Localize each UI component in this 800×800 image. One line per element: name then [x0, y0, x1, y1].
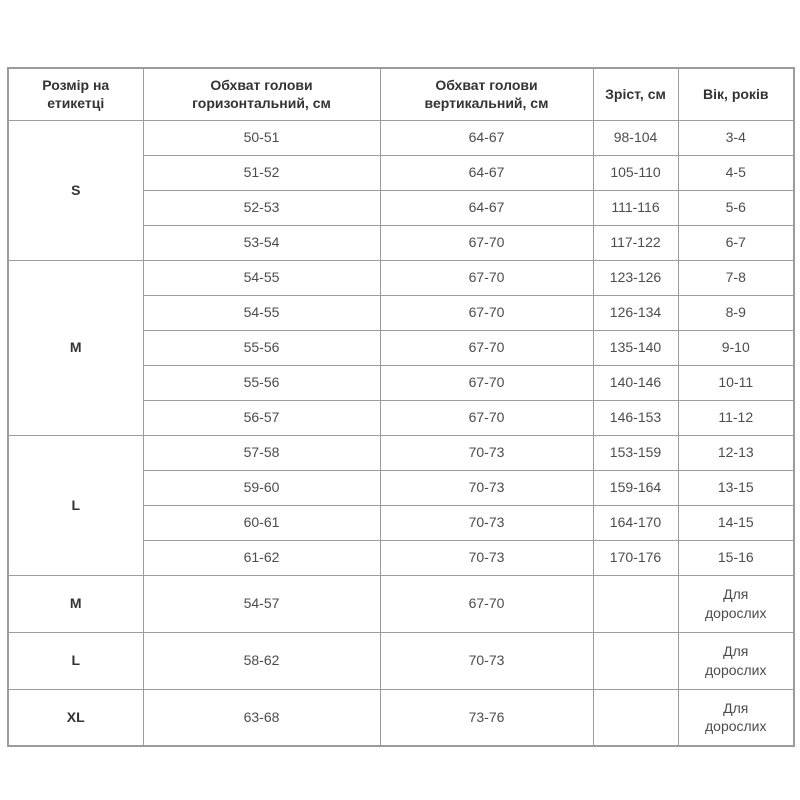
cell-age — [678, 575, 794, 632]
cell-height: 170-176 — [593, 540, 678, 575]
cell-head-horizontal: 63-68 — [143, 689, 380, 746]
cell-head-horizontal: 55-56 — [143, 330, 380, 365]
cell-height — [593, 689, 678, 746]
cell-height: 159-164 — [593, 470, 678, 505]
column-header-height: Зріст, см — [593, 68, 678, 120]
cell-head-horizontal: 50-51 — [143, 120, 380, 155]
cell-head-vertical: 64-67 — [380, 120, 593, 155]
cell-height: 123-126 — [593, 260, 678, 295]
cell-age: 15-16 — [678, 540, 794, 575]
table-row — [8, 435, 794, 470]
table-row-adult — [8, 689, 794, 746]
size-label-L: L — [8, 632, 143, 689]
cell-head-horizontal: 60-61 — [143, 505, 380, 540]
cell-head-horizontal: 54-55 — [143, 295, 380, 330]
cell-head-horizontal: 56-57 — [143, 400, 380, 435]
cell-head-vertical: 73-76 — [380, 689, 593, 746]
size-chart-table — [7, 67, 795, 747]
cell-height: 153-159 — [593, 435, 678, 470]
age-value: Для дорослих — [704, 586, 767, 621]
cell-age: 11-12 — [678, 400, 794, 435]
cell-height: 164-170 — [593, 505, 678, 540]
table-row — [8, 260, 794, 295]
cell-height: 105-110 — [593, 155, 678, 190]
column-header-head-vertical: Обхват голови вертикальний, см — [380, 68, 593, 120]
cell-head-vertical: 70-73 — [380, 540, 593, 575]
cell-height: 126-134 — [593, 295, 678, 330]
cell-height: 146-153 — [593, 400, 678, 435]
cell-height: 140-146 — [593, 365, 678, 400]
cell-age: 9-10 — [678, 330, 794, 365]
cell-head-horizontal: 51-52 — [143, 155, 380, 190]
cell-height: 98-104 — [593, 120, 678, 155]
table-row — [8, 120, 794, 155]
cell-head-vertical: 67-70 — [380, 225, 593, 260]
size-label-XL: XL — [8, 689, 143, 746]
cell-head-vertical: 67-70 — [380, 365, 593, 400]
cell-head-vertical: 70-73 — [380, 435, 593, 470]
cell-head-vertical: 64-67 — [380, 190, 593, 225]
cell-age — [678, 689, 794, 746]
cell-head-horizontal: 53-54 — [143, 225, 380, 260]
cell-age — [678, 632, 794, 689]
cell-head-vertical: 70-73 — [380, 470, 593, 505]
cell-head-vertical: 67-70 — [380, 295, 593, 330]
table-row-adult — [8, 632, 794, 689]
cell-head-horizontal: 59-60 — [143, 470, 380, 505]
cell-age: 3-4 — [678, 120, 794, 155]
cell-head-horizontal: 52-53 — [143, 190, 380, 225]
size-label-S: S — [8, 120, 143, 260]
cell-head-vertical: 67-70 — [380, 575, 593, 632]
cell-age: 10-11 — [678, 365, 794, 400]
cell-age: 5-6 — [678, 190, 794, 225]
header-row — [8, 68, 794, 120]
cell-head-horizontal: 61-62 — [143, 540, 380, 575]
cell-head-horizontal: 54-57 — [143, 575, 380, 632]
cell-height — [593, 632, 678, 689]
cell-age: 14-15 — [678, 505, 794, 540]
cell-head-vertical: 67-70 — [380, 330, 593, 365]
age-value: Для дорослих — [704, 643, 767, 678]
cell-head-horizontal: 58-62 — [143, 632, 380, 689]
cell-height: 135-140 — [593, 330, 678, 365]
cell-head-vertical: 70-73 — [380, 505, 593, 540]
cell-height: 117-122 — [593, 225, 678, 260]
column-header-age: Вік, років — [678, 68, 794, 120]
cell-age: 4-5 — [678, 155, 794, 190]
table-body — [8, 120, 794, 746]
table-header — [8, 68, 794, 120]
cell-head-vertical: 70-73 — [380, 632, 593, 689]
cell-head-horizontal: 54-55 — [143, 260, 380, 295]
cell-age: 12-13 — [678, 435, 794, 470]
column-header-head-horizontal: Обхват голови горизонтальний, см — [143, 68, 380, 120]
cell-age: 7-8 — [678, 260, 794, 295]
column-header-size: Розмір на етикетці — [8, 68, 143, 120]
size-label-M: M — [8, 260, 143, 435]
cell-height: 111-116 — [593, 190, 678, 225]
size-label-L: L — [8, 435, 143, 575]
cell-head-horizontal: 57-58 — [143, 435, 380, 470]
cell-head-vertical: 64-67 — [380, 155, 593, 190]
age-value: Для дорослих — [704, 700, 767, 735]
cell-height — [593, 575, 678, 632]
size-label-M: M — [8, 575, 143, 632]
table-row-adult — [8, 575, 794, 632]
cell-age: 8-9 — [678, 295, 794, 330]
cell-head-horizontal: 55-56 — [143, 365, 380, 400]
cell-age: 13-15 — [678, 470, 794, 505]
cell-age: 6-7 — [678, 225, 794, 260]
cell-head-vertical: 67-70 — [380, 400, 593, 435]
cell-head-vertical: 67-70 — [380, 260, 593, 295]
